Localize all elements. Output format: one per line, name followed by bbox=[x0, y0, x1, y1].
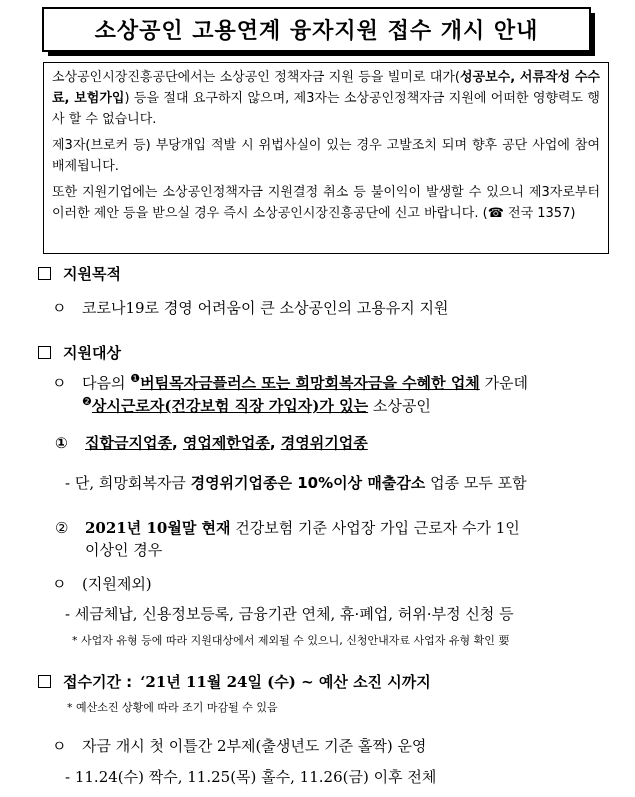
text: - 11.24(수) 짝수, 11.25(목) 홀수, 11.26(금) 이후 전체 bbox=[65, 768, 437, 786]
text: - 세금체납, 신용정보등록, 금융기관 연체, 휴·폐업, 허위·부정 신청 등 bbox=[65, 605, 514, 623]
warning-notice-box bbox=[43, 62, 609, 254]
text: - 단, 희망회복자금 bbox=[65, 474, 191, 492]
separator: , bbox=[171, 434, 178, 452]
section-heading: 접수기간 : bbox=[63, 673, 133, 691]
checkbox-square-icon bbox=[38, 267, 51, 280]
bold-text: 경영위기업종은 10%이상 매출감소 bbox=[190, 474, 426, 492]
purpose-text: 코로나19로 경영 어려움이 큰 소상공인의 고용유지 지원 bbox=[82, 299, 449, 317]
notice-text: 소상공인시장진흥공단에서는 소상공인 정책자금 지원 등을 빌미로 대가( bbox=[52, 70, 460, 85]
text: * 사업자 유형 등에 따라 지원대상에서 제외될 수 있으니, 신청안내자료 사업자 유형 확인 要 bbox=[72, 634, 510, 647]
underlined-text: 버팀목자금플러스 또는 희망회복자금을 수혜한 업체 bbox=[140, 374, 480, 392]
notice-text: ) 등을 절대 요구하지 않으며, 제3자는 소상공인정책자금 지원에 어떠한 영향력도 행사 할 수 없습니다. bbox=[52, 91, 600, 127]
bullet-icon: ㅇ bbox=[52, 299, 67, 317]
period-note bbox=[67, 699, 278, 715]
notice-paragraph-1 bbox=[52, 67, 600, 130]
title-box bbox=[42, 7, 591, 52]
target-line-1 bbox=[52, 372, 528, 393]
text: 가운데 bbox=[479, 374, 529, 392]
text: 소상공인 bbox=[368, 397, 431, 415]
section-purpose bbox=[38, 263, 121, 284]
section-heading: 지원목적 bbox=[63, 265, 121, 283]
text: 건강보험 기준 사업장 가입 근로자 수가 1인 bbox=[230, 519, 520, 537]
underlined-text: 경영위기업종 bbox=[280, 434, 368, 452]
notice-paragraph-2: 제3자(브로커 등) 부당개입 적발 시 위법사실이 있는 경우 고발조치 되며 향후 공단 사업에 참여 배제됩니다. bbox=[52, 138, 601, 174]
notice-bold-text: 성공보수, 서류작성 수수료, 보험가입 bbox=[52, 70, 600, 106]
checkbox-square-icon bbox=[38, 675, 51, 688]
text: (지원제외) bbox=[82, 575, 152, 593]
circled-number: ① bbox=[55, 434, 68, 452]
text: 다음의 bbox=[82, 374, 131, 392]
text: 업종 모두 포함 bbox=[425, 474, 527, 492]
exclusion-heading bbox=[52, 573, 152, 594]
circled-number: ② bbox=[55, 519, 69, 537]
target-item-2-cont bbox=[85, 539, 162, 560]
notice-paragraph-3: 또한 지원기업에는 소상공인정책자금 지원결정 취소 등 불이익이 발생할 수 있으니 제3자로부터 이러한 제안 등을 받으실 경우 즉시 소상공인시장진흥공단에 신고 바랍니다. (☎ 전국 1357) bbox=[52, 185, 600, 221]
bold-text: 2021년 10월말 현재 bbox=[85, 519, 231, 537]
section-heading: 지원대상 bbox=[63, 344, 121, 362]
text: 자금 개시 첫 이틀간 2부제(출생년도 기준 홀짝) 운영 bbox=[82, 737, 427, 755]
page-title: 소상공인 고용연계 융자지원 접수 개시 안내 bbox=[94, 19, 539, 44]
checkbox-square-icon bbox=[38, 346, 51, 359]
underlined-text: 집합금지업종 bbox=[85, 434, 172, 452]
target-item-2 bbox=[55, 517, 520, 538]
text: 이상인 경우 bbox=[85, 541, 163, 559]
number-one-icon: ❶ bbox=[130, 372, 141, 385]
period-item bbox=[52, 735, 426, 756]
separator: , bbox=[269, 434, 276, 452]
period-schedule bbox=[65, 766, 436, 787]
target-line-2 bbox=[82, 395, 431, 416]
number-two-icon: ❷ bbox=[82, 395, 92, 408]
section-target bbox=[38, 342, 121, 363]
underlined-text: 영업제한업종 bbox=[182, 434, 270, 452]
target-note-1 bbox=[65, 472, 527, 493]
period-text: ‘21년 11월 24일 (수) ~ 예산 소진 시까지 bbox=[140, 673, 431, 691]
bullet-icon: ㅇ bbox=[52, 737, 67, 755]
underlined-text: 상시근로자(건강보험 직장 가입자)가 있는 bbox=[91, 397, 369, 415]
bullet-icon: ㅇ bbox=[52, 575, 67, 593]
section-period bbox=[38, 671, 431, 692]
bullet-icon: ㅇ bbox=[52, 374, 67, 392]
target-item-1 bbox=[55, 432, 368, 453]
purpose-item bbox=[52, 297, 448, 318]
exclusion-note bbox=[72, 632, 509, 648]
exclusion-list bbox=[65, 603, 514, 624]
text: * 예산소진 상황에 따라 조기 마감될 수 있음 bbox=[67, 701, 278, 714]
